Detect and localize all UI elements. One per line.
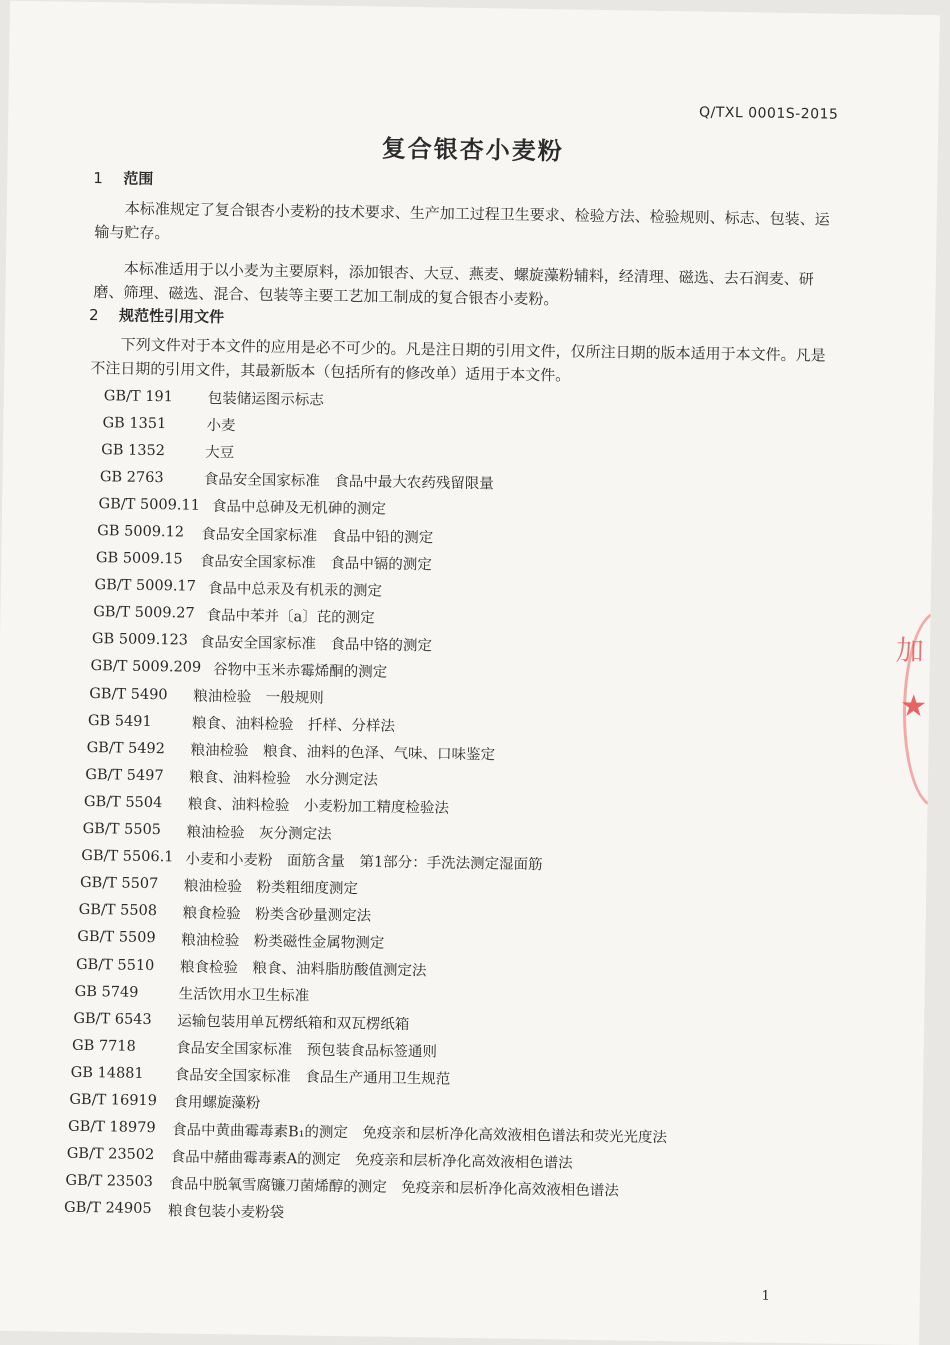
reference-title: 食品安全国家标准 预包装食品标签通则 (175, 1040, 438, 1061)
reference-title: 包装储运图示标志 (207, 390, 324, 409)
reference-code: GB/T 18979 (67, 1118, 156, 1137)
section-1-paragraph-2: 本标准适用于以小麦为主要原料，添加银杏、大豆、燕麦、螺旋藻粉辅料，经清理、磁选、去石润麦、研磨、筛理、磁选、混合、包装等主要工艺加工制成的复合银杏小麦粉。 (93, 259, 814, 309)
reference-code: GB 5009.15 (95, 550, 183, 568)
reference-code: GB/T 5509 (77, 929, 156, 947)
section-1-heading (93, 167, 153, 189)
reference-code: GB 7718 (71, 1037, 136, 1055)
reference-title: 运输包装用单瓦楞纸箱和双瓦楞纸箱 (177, 1013, 410, 1034)
reference-title: 粮食检验 粉类含砂量测定法 (182, 905, 372, 925)
reference-title: 谷物中玉米赤霉烯酮的测定 (213, 661, 388, 681)
reference-code: GB/T 5508 (78, 902, 158, 920)
reference-code: GB/T 5009.17 (94, 577, 197, 595)
section-2-heading (89, 304, 224, 327)
reference-title: 粮食、油料检验 小麦粉加工精度检验法 (187, 797, 450, 818)
reference-title: 食品中总砷及无机砷的测定 (211, 499, 387, 519)
reference-title: 粮食检验 粮食、油料脂肪酸值测定法 (179, 959, 427, 980)
reference-title: 粮食、油料检验 扦样、分样法 (191, 715, 396, 736)
reference-code: GB 5009.123 (91, 631, 189, 649)
reference-title: 生活饮用水卫生标准 (178, 986, 310, 1005)
reference-code: GB/T 5506.1 (81, 848, 174, 866)
section-1-title: 范围 (123, 169, 154, 188)
reference-code: GB/T 5504 (83, 793, 163, 812)
reference-title: 食品中苯并〔a〕芘的测定 (206, 607, 375, 627)
reference-code: GB/T 23502 (66, 1145, 155, 1164)
red-seal-stamp (889, 611, 930, 812)
reference-code: GB/T 5510 (75, 956, 155, 974)
document-page (0, 1, 940, 1345)
reference-code: GB/T 5507 (79, 875, 159, 893)
reference-code: GB/T 6543 (73, 1010, 152, 1028)
section-2-title: 规范性引用文件 (118, 306, 225, 327)
page-number: 1 (761, 1288, 770, 1304)
reference-title: 食品中脱氧雪腐镰刀菌烯醇的测定 免疫亲和层析净化高效液相色谱法 (169, 1176, 619, 1200)
reference-code: GB/T 5505 (82, 820, 162, 839)
reference-code: GB 14881 (70, 1064, 144, 1082)
reference-code: GB 1351 (102, 414, 167, 432)
reference-title: 食品中总汞及有机汞的测定 (207, 580, 383, 600)
reference-code: GB/T 5492 (86, 739, 166, 757)
section-2-number: 2 (88, 305, 99, 325)
section-1-number: 1 (93, 169, 103, 188)
reference-code: GB/T 16919 (69, 1091, 158, 1110)
reference-code: GB 5009.12 (97, 523, 185, 541)
reference-title: 粮食、油料检验 水分测定法 (189, 769, 378, 789)
reference-title: 粮油检验 粉类磁性金属物测定 (181, 932, 385, 952)
reference-code: GB/T 24905 (63, 1200, 152, 1218)
reference-code: GB/T 23503 (65, 1172, 154, 1191)
reference-code: GB 2763 (99, 468, 164, 486)
reference-title: 食品中赭曲霉毒素A的测定 免疫亲和层析净化高效液相色谱法 (170, 1149, 573, 1172)
reference-code: GB/T 5497 (85, 766, 164, 785)
document-number: Q/TXL 0001S-2015 (698, 104, 839, 123)
section-1-paragraph-1: 本标准规定了复合银杏小麦粉的技术要求、生产加工过程卫生要求、检验方法、检验规则、标志、包装、运输与贮存。 (94, 199, 830, 243)
reference-title: 食品安全国家标准 食品生产通用卫生规范 (174, 1067, 451, 1089)
reference-title: 食品安全国家标准 食品中铬的测定 (199, 634, 433, 655)
stamp-glyph: 加 (895, 633, 925, 668)
reference-code: GB 1352 (101, 441, 166, 459)
reference-code: GB 5749 (74, 983, 139, 1001)
reference-code: GB/T 5490 (89, 685, 168, 703)
reference-title: 粮油检验 灰分测定法 (186, 824, 332, 843)
document-title: 复合银杏小麦粉 (381, 134, 564, 166)
reference-title: 食品中黄曲霉毒素B₁的测定 免疫亲和层析净化高效液相色谱法和荧光光度法 (171, 1121, 668, 1146)
reference-title: 粮油检验 一般规则 (193, 688, 324, 707)
reference-code: GB 5491 (87, 712, 152, 730)
reference-code: GB/T 5009.11 (98, 496, 201, 514)
reference-code: GB/T 191 (103, 387, 174, 405)
reference-list (63, 382, 824, 1233)
reference-title: 粮食包装小麦粉袋 (167, 1203, 285, 1222)
reference-title: 粮油检验 粮食、油料的色泽、气味、口味鉴定 (190, 742, 496, 764)
reference-title: 食用螺旋藻粉 (173, 1094, 261, 1113)
section-2-paragraph-1: 下列文件对于本文件的应用是必不可少的。凡是注日期的引用文件，仅所注日期的版本适用于本文件。凡是不注日期的引用文件，其最新版本（包括所有的修改单）适用于本文件。 (90, 335, 826, 385)
reference-code: GB/T 5009.27 (93, 604, 195, 622)
reference-title: 大豆 (205, 445, 235, 462)
stamp-star-icon: ★ (899, 688, 928, 725)
reference-title: 小麦和小麦粉 面筋含量 第1部分：手洗法测定湿面筋 (185, 851, 543, 873)
reference-title: 食品安全国家标准 食品中镉的测定 (199, 553, 432, 573)
reference-title: 粮油检验 粉类粗细度测定 (183, 878, 359, 898)
reference-code: GB/T 5009.209 (90, 658, 202, 677)
reference-title: 食品安全国家标准 食品中最大农药残留限量 (203, 472, 494, 493)
reference-title: 食品安全国家标准 食品中铅的测定 (201, 526, 434, 546)
reference-title: 小麦 (206, 417, 236, 435)
